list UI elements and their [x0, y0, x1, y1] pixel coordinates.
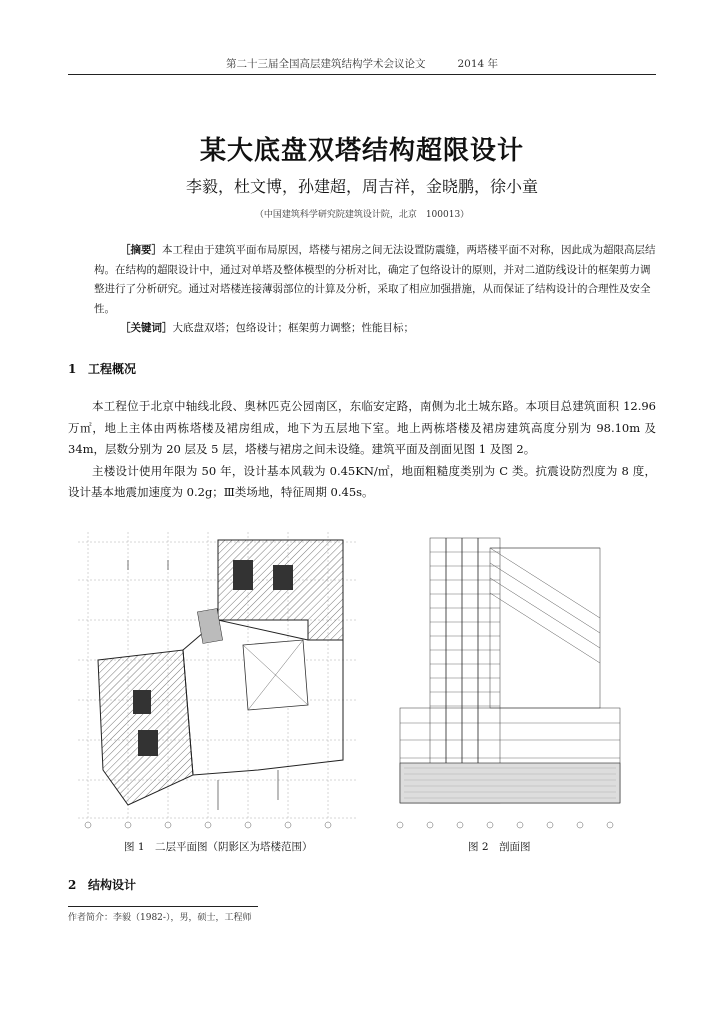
- running-header: [68, 56, 656, 75]
- paragraph-2: 主楼设计使用年限为 50 年，设计基本风载为 0.45KN/㎡，地面粗糙度类别为 C 类。抗震设防烈度为 8 度，设计基本地震加速度为 0.2g；Ⅲ类场地，特征周期 0.45s。: [68, 463, 656, 499]
- conference-name: 第二十三届全国高层建筑结构学术会议论文: [225, 58, 426, 70]
- abstract-paragraph: [94, 241, 656, 319]
- body-text: [68, 396, 656, 504]
- abstract-text: 本工程由于建筑平面布局原因，塔楼与裙房之间无法设置防震缝，两塔楼平面不对称，因此成为超限高层结构。在结构的超限设计中，通过对单塔及整体模型的分析对比，确定了包络设计的原则，并对二道防线设计的框架剪力调整进行了分析研究。通过对塔楼连接薄弱部位的计算及分析，采取了相应加强措施，从而保证了结构设计的合理性及安全性。: [94, 244, 656, 315]
- section-heading-1: [68, 360, 136, 377]
- abstract-block: [94, 241, 656, 339]
- section-number: 1: [68, 362, 77, 376]
- section-title: 工程概况: [88, 362, 137, 376]
- section-heading-2: [68, 876, 136, 893]
- keywords-label: ［关键词］: [120, 322, 173, 334]
- keywords-text: 大底盘双塔；包络设计；框架剪力调整；性能目标；: [172, 322, 414, 334]
- figure-1-floor-plan: [68, 520, 364, 830]
- author-footnote: 作者简介：李毅（1982-），男，硕士，工程师: [68, 913, 252, 923]
- footnote-divider: [68, 906, 258, 907]
- figure-2-caption: 图 2 剖面图: [468, 841, 531, 853]
- figure-2-section: [390, 518, 638, 836]
- author-list: 李毅，杜文博，孙建超，周吉祥，金晓鹏，徐小童: [185, 177, 538, 196]
- section-title: 结构设计: [88, 878, 137, 892]
- figure-1-caption: 图 1 二层平面图（阴影区为塔楼范围）: [124, 841, 313, 853]
- affiliation: （中国建筑科学研究院建筑设计院，北京 100013）: [254, 210, 470, 220]
- keywords-line: [94, 319, 656, 339]
- conference-year: 2014 年: [457, 58, 499, 70]
- abstract-label: ［摘要］: [120, 244, 162, 256]
- paper-title: 某大底盘双塔结构超限设计: [199, 136, 524, 166]
- section-number: 2: [68, 878, 77, 892]
- paragraph-1: 本工程位于北京中轴线北段、奥林匹克公园南区，东临安定路，南侧为北土城东路。本项目总建筑面积 12.96 万㎡，地上主体由两栋塔楼及裙房组成，地下为五层地下室。地上两栋塔楼及裙房建筑高度分别为 98.10m 及 34m，层数分别为 20 层及 5 层，塔楼与裙房之间未设缝。建筑平面及剖面见图 1 及图 2。: [68, 399, 656, 456]
